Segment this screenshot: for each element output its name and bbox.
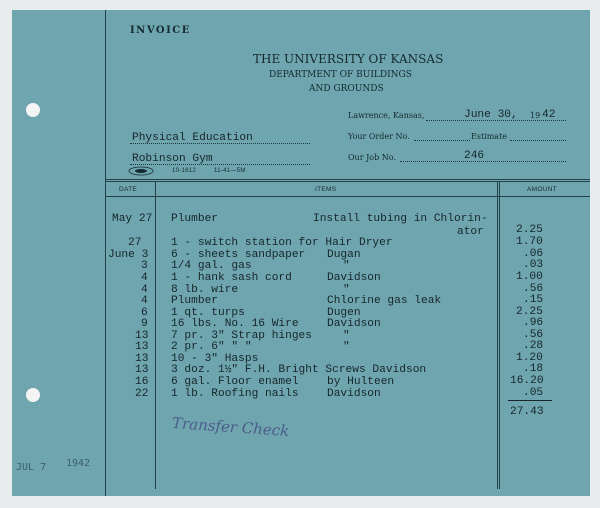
university-name: THE UNIVERSITY OF KANSAS — [253, 52, 444, 66]
punch-hole-bottom — [26, 388, 40, 402]
row-detail: Davidson — [327, 388, 381, 400]
row-detail: " — [343, 341, 350, 353]
recipient-line1-rule — [130, 143, 310, 144]
order-label: Your Order No. — [348, 132, 410, 141]
row-amount: .05 — [523, 387, 544, 399]
row-date: 22 — [135, 388, 149, 400]
table-top-rule — [106, 179, 590, 180]
row-detail: Davidson — [327, 318, 381, 330]
row-date: 13 — [135, 364, 149, 376]
form-code: 10-1612 — [172, 168, 197, 174]
location-label: Lawrence, Kansas, — [348, 111, 425, 120]
row-item: 6 - sheets sandpaper — [171, 249, 306, 261]
row-amount: .15 — [523, 294, 544, 306]
recipient-line2-rule — [130, 164, 310, 165]
row-detail: Dugen — [327, 307, 361, 319]
row-item: 10 - 3" Hasps — [171, 353, 259, 365]
total-rule — [508, 400, 552, 401]
table-header-rule — [106, 196, 590, 197]
job-label: Our Job No. — [348, 153, 396, 162]
row-detail: ator — [457, 226, 484, 238]
margin-line — [105, 10, 106, 496]
row-date: 3 — [141, 260, 148, 272]
row-amount: 16.20 — [510, 375, 544, 387]
row-date: 13 — [135, 330, 149, 342]
row-amount: .56 — [523, 283, 544, 295]
received-stamp-year: 1942 — [66, 458, 91, 469]
estimate-line — [510, 140, 566, 141]
row-amount: .56 — [523, 329, 544, 341]
print-code: 11-41—5M — [214, 168, 246, 174]
recipient-line1: Physical Education — [132, 132, 253, 144]
row-date: 4 — [141, 272, 148, 284]
invoice-label: INVOICE — [130, 25, 191, 36]
items-column-rule — [497, 181, 498, 489]
job-number: 246 — [464, 150, 485, 162]
received-stamp-date: JUL 7 — [16, 462, 47, 473]
year-suffix: 42 — [542, 109, 556, 121]
row-amount: .28 — [523, 340, 544, 352]
recipient-line2: Robinson Gym — [132, 153, 213, 165]
row-date: May 27 — [112, 213, 153, 225]
row-detail: by Hulteen — [327, 376, 395, 388]
row-date: 9 — [141, 318, 148, 330]
invoice-total: 27.43 — [510, 406, 544, 418]
row-detail: Dugan — [327, 249, 361, 261]
row-date: 13 — [135, 341, 149, 353]
row-detail: " — [343, 284, 350, 296]
row-detail: " — [343, 260, 350, 272]
row-amount: 2.25 — [516, 224, 543, 236]
row-item: 1/4 gal. gas — [171, 260, 252, 272]
col-header-items: ITEMS — [315, 186, 337, 193]
department-name: DEPARTMENT OF BUILDINGS — [269, 70, 412, 80]
union-label-icon — [128, 166, 154, 176]
col-header-amount: AMOUNT — [527, 186, 557, 193]
table-top-rule-2 — [106, 181, 590, 182]
row-detail: Install tubing in Chlorin- — [313, 213, 488, 225]
row-item: 6 gal. Floor enamel — [171, 376, 299, 388]
row-amount: 2.25 — [516, 306, 543, 318]
row-item: 1 - switch station for Hair Dryer — [171, 237, 393, 249]
date-column-rule — [155, 181, 156, 489]
row-item: 1 lb. Roofing nails — [171, 388, 299, 400]
row-item: 1 - hank sash cord — [171, 272, 292, 284]
row-item: Plumber — [171, 295, 218, 307]
row-date: 6 — [141, 307, 148, 319]
invoice-date: June 30, — [464, 109, 518, 121]
row-item: 16 lbs. No. 16 Wire — [171, 318, 299, 330]
row-item: Plumber — [171, 213, 218, 225]
order-line — [414, 140, 470, 141]
row-item: 1 qt. turps — [171, 307, 245, 319]
row-detail: " — [343, 330, 350, 342]
row-amount: .03 — [523, 259, 544, 271]
year-prefix: 19 — [530, 111, 541, 120]
row-amount: .96 — [523, 317, 544, 329]
row-detail: Davidson — [327, 272, 381, 284]
row-amount: .18 — [523, 363, 544, 375]
row-date: 27 — [128, 237, 142, 249]
items-column-rule-2 — [499, 181, 500, 489]
department-subname: AND GROUNDS — [309, 84, 384, 94]
row-amount: 1.20 — [516, 352, 543, 364]
row-amount: 1.00 — [516, 271, 543, 283]
row-date: 4 — [141, 284, 148, 296]
col-header-date: DATE — [119, 186, 138, 193]
row-item: 8 lb. wire — [171, 284, 239, 296]
row-date: 16 — [135, 376, 149, 388]
row-date: June 3 — [108, 249, 149, 261]
row-item: 7 pr. 3" Strap hinges — [171, 330, 312, 342]
row-amount: .06 — [523, 248, 544, 260]
handwritten-note: Transfer Check — [171, 413, 290, 441]
row-date: 4 — [141, 295, 148, 307]
row-detail: Chlorine gas leak — [327, 295, 442, 307]
estimate-label: Estimate — [471, 132, 508, 141]
row-item: 3 doz. 1½" F.H. Bright Screws Davidson — [171, 364, 427, 376]
row-item: 2 pr. 6" " " — [171, 341, 252, 353]
row-amount: 1.70 — [516, 236, 543, 248]
punch-hole-top — [26, 103, 40, 117]
row-date: 13 — [135, 353, 149, 365]
